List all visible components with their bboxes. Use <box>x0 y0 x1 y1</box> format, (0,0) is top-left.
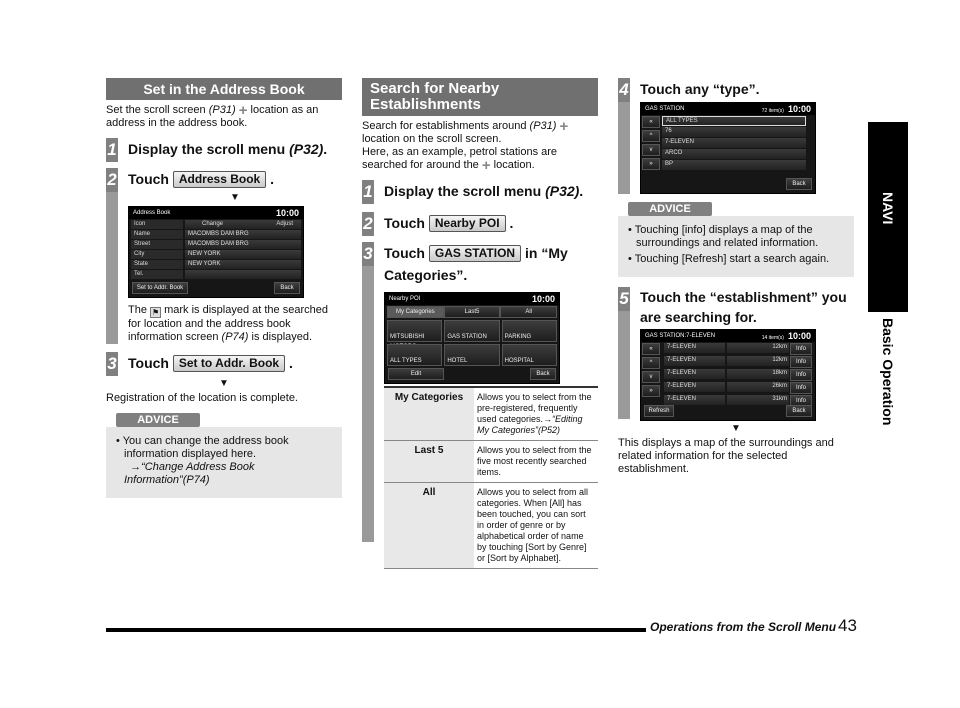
column-address-book <box>106 78 342 498</box>
step-3: 3 Touch GAS STATION in “My Categories”. Nearby POI 10:00 My Categories Last5 All MITSUBISHI GAS STATION PARKING ALL TYPES HOTEL HOSPITAL Edit Back <box>362 242 598 542</box>
tab-all[interactable]: All <box>500 306 557 318</box>
list-item[interactable]: 7-ELEVEN <box>662 138 806 148</box>
scroll-down-icon[interactable]: v <box>642 144 660 156</box>
back-button[interactable]: Back <box>274 282 300 294</box>
scroll-up-icon[interactable]: ^ <box>642 357 660 369</box>
list-item[interactable]: 76 <box>662 127 806 137</box>
table-row[interactable]: 7-ELEVEN 31km Info <box>662 395 812 407</box>
crosshair-icon: + <box>481 157 491 174</box>
info-button[interactable]: Info <box>790 382 812 394</box>
address-book-screen: Address Book 10:00 Icon Change Adjust Name MACOMBS DAM BRG Street MACOMBS DAM BRG City NEW YORK State NEW YORK Tel. Set to Addr. Book Back <box>128 206 304 298</box>
back-button[interactable]: Back <box>530 368 556 380</box>
tab-last5[interactable]: Last5 <box>444 306 501 318</box>
establishment-list-screen: GAS STATION:7-ELEVEN 14 item(s) 10:00 « ^ v » 7-ELEVEN 12km Info 7-ELEVEN 12km Info 7-ELEVEN 18km Info 7-ELEVEN 26km Info 7-ELEVEN 31km Info Refresh Back <box>640 329 816 421</box>
page-number: 43 <box>838 616 857 635</box>
section-heading: Search for Nearby Establishments <box>362 78 598 116</box>
tab-my-categories[interactable]: My Categories <box>387 306 444 318</box>
intro-text: Search for establishments around (P31) + location on the scroll screen. Here, as an example, petrol stations are searched for around the + location. <box>362 118 569 174</box>
step-2-note: The ⚑ mark is displayed at the searched for location and the address book information screen (P74) is displayed. <box>128 304 328 343</box>
table-row: My Categories Allows you to select from the pre-registered, frequently used categories.→“Editing My Categories”(P52) <box>384 387 598 441</box>
info-button[interactable]: Info <box>790 343 812 355</box>
side-tab-navi: NAVI <box>868 122 908 312</box>
category-cell[interactable]: HOSPITAL <box>502 344 557 366</box>
intro-text: Set the scroll screen (P31) + location as an address in the address book. <box>106 102 319 129</box>
nearby-poi-key[interactable]: Nearby POI <box>429 215 506 232</box>
page-up-icon[interactable]: « <box>642 116 660 128</box>
list-item[interactable]: ALL TYPES <box>662 116 806 126</box>
category-cell[interactable]: MITSUBISHI <box>387 320 442 342</box>
step-2: 2 Touch Nearby POI . <box>362 212 598 236</box>
step-1: 1 Display the scroll menu (P32). <box>362 180 598 204</box>
step-2: 2 Touch Address Book . ▼ Address Book 10:00 Icon Change Adjust Name MACOMBS DAM BRG Street MACOMBS DAM BRG City NEW YORK State NEW YORK Tel. Set to Addr. Book Back The ⚑ mark is displayed at the searched for location and the address book information screen (P74) is displayed. <box>106 168 342 344</box>
result-text: Registration of the location is complete. <box>106 392 298 404</box>
edit-button[interactable]: Edit <box>388 368 444 380</box>
down-arrow-icon: ▼ <box>219 378 229 389</box>
side-tab-basic-operation: Basic Operation <box>868 312 908 442</box>
set-to-addr-book-button[interactable]: Set to Addr. Book <box>132 282 188 294</box>
section-heading: Set in the Address Book <box>106 78 342 100</box>
category-cell[interactable]: ALL TYPES <box>387 344 442 366</box>
down-arrow-icon: ▼ <box>230 192 240 203</box>
nearby-poi-screen: Nearby POI 10:00 My Categories Last5 All MITSUBISHI GAS STATION PARKING ALL TYPES HOTEL HOSPITAL Edit Back <box>384 292 560 384</box>
table-row: All Allows you to select from all categories. When [All] has been touched, you can sort in order of genre or by alphabetical order of name by touching [Sort by Genre] or [Sort by Alphabet]. <box>384 483 598 569</box>
type-list-screen: GAS STATION 72 item(s) 10:00 « ^ v » ALL TYPES 76 7-ELEVEN ARCO BP Back <box>640 102 816 194</box>
pin-icon: ⚑ <box>151 308 160 317</box>
table-row[interactable]: 7-ELEVEN 26km Info <box>662 382 812 394</box>
advice-block: ADVICE • Touching [info] displays a map of the surroundings and related information. • Touching [Refresh] start a search again. <box>618 202 854 277</box>
table-row[interactable]: 7-ELEVEN 18km Info <box>662 369 812 381</box>
step-3: 3 Touch Set to Addr. Book . <box>106 352 342 376</box>
page-up-icon[interactable]: « <box>642 343 660 355</box>
list-item[interactable]: BP <box>662 160 806 170</box>
table-row[interactable]: 7-ELEVEN 12km Info <box>662 343 812 355</box>
info-button[interactable]: Info <box>790 395 812 407</box>
info-button[interactable]: Info <box>790 356 812 368</box>
set-to-addr-book-key[interactable]: Set to Addr. Book <box>173 355 285 372</box>
column-results <box>618 78 854 476</box>
category-table <box>384 386 598 569</box>
page-down-icon[interactable]: » <box>642 385 660 397</box>
advice-block: ADVICE • You can change the address book information displayed here. →“Change Address Book Information”(P74) <box>106 413 342 498</box>
category-cell[interactable]: HOTEL <box>444 344 499 366</box>
info-button[interactable]: Info <box>790 369 812 381</box>
footer-section-title: Operations from the Scroll Menu <box>650 620 837 634</box>
table-row: Last 5 Allows you to select from the five most recently searched items. <box>384 441 598 483</box>
scroll-up-icon[interactable]: ^ <box>642 130 660 142</box>
list-item[interactable]: ARCO <box>662 149 806 159</box>
category-cell[interactable]: GAS STATION <box>444 320 499 342</box>
address-book-key[interactable]: Address Book <box>173 171 266 188</box>
step-5: 5 Touch the “establishment” you are searching for. GAS STATION:7-ELEVEN 14 item(s) 10:00 « ^ v » 7-ELEVEN 12km Info 7-ELEVEN 12km Info 7-ELEVEN 18km Info 7-ELEVEN 26km Info 7-ELEVEN 31km Info Refresh Back <box>618 287 854 421</box>
result-text: This displays a map of the surroundings and related information for the selected establishment. <box>618 437 834 475</box>
scroll-down-icon[interactable]: v <box>642 371 660 383</box>
back-button[interactable]: Back <box>786 405 812 417</box>
crosshair-icon: + <box>238 102 248 119</box>
back-button[interactable]: Back <box>786 178 812 190</box>
down-arrow-icon: ▼ <box>731 423 741 434</box>
step-4: 4 Touch any “type”. GAS STATION 72 item(s) 10:00 « ^ v » ALL TYPES 76 7-ELEVEN ARCO BP Back <box>618 78 854 194</box>
table-row[interactable]: 7-ELEVEN 12km Info <box>662 356 812 368</box>
refresh-button[interactable]: Refresh <box>644 405 674 417</box>
gas-station-key[interactable]: GAS STATION <box>429 245 521 262</box>
crosshair-icon: + <box>559 118 569 135</box>
category-cell[interactable]: PARKING <box>502 320 557 342</box>
step-1: 1 Display the scroll menu (P32). <box>106 138 342 162</box>
page-down-icon[interactable]: » <box>642 158 660 170</box>
footer-rule <box>106 628 646 632</box>
